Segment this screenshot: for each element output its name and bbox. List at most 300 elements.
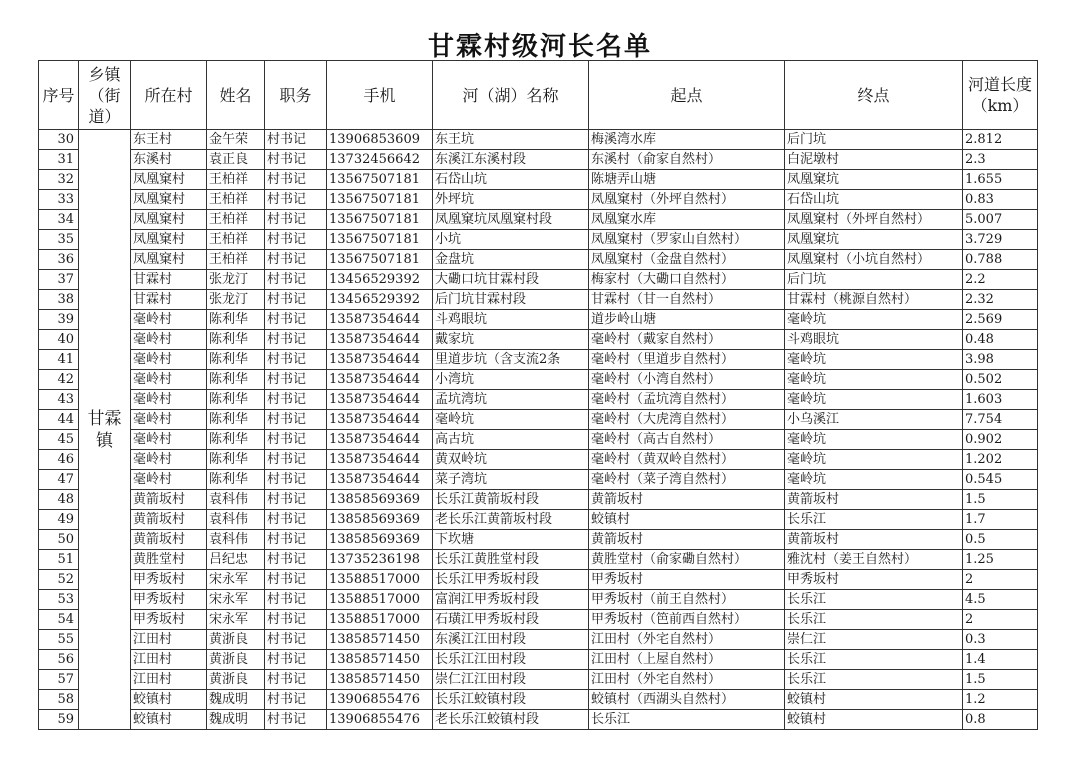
cell-start: 黄箭坂村	[589, 530, 785, 550]
table-row	[39, 610, 1038, 630]
cell-river: 高古坑	[433, 430, 589, 450]
cell-name: 袁科伟	[207, 490, 265, 510]
cell-start: 毫岭村（高古自然村）	[589, 430, 785, 450]
cell-length: 2	[963, 610, 1038, 630]
cell-no: 57	[39, 670, 79, 690]
cell-no: 54	[39, 610, 79, 630]
cell-phone: 13587354644	[327, 350, 433, 370]
cell-end: 长乐江	[785, 510, 963, 530]
cell-village: 凤凰窠村	[131, 230, 207, 250]
cell-duty: 村书记	[265, 650, 327, 670]
cell-river: 长乐江甲秀坂村段	[433, 570, 589, 590]
cell-village: 毫岭村	[131, 450, 207, 470]
cell-duty: 村书记	[265, 210, 327, 230]
cell-river: 小坑	[433, 230, 589, 250]
cell-no: 45	[39, 430, 79, 450]
cell-name: 王柏祥	[207, 210, 265, 230]
cell-phone: 13858569369	[327, 490, 433, 510]
cell-duty: 村书记	[265, 130, 327, 150]
cell-village: 黄箭坂村	[131, 510, 207, 530]
cell-end: 蛟镇村	[785, 690, 963, 710]
cell-river: 长乐江黄箭坂村段	[433, 490, 589, 510]
cell-start: 甘霖村（甘一自然村）	[589, 290, 785, 310]
cell-no: 46	[39, 450, 79, 470]
cell-length: 2	[963, 570, 1038, 590]
cell-name: 陈利华	[207, 390, 265, 410]
cell-start: 蛟镇村（西湖头自然村）	[589, 690, 785, 710]
cell-length: 0.48	[963, 330, 1038, 350]
cell-duty: 村书记	[265, 570, 327, 590]
cell-river: 小湾坑	[433, 370, 589, 390]
cell-end: 毫岭坑	[785, 370, 963, 390]
cell-name: 袁正良	[207, 150, 265, 170]
cell-end: 长乐江	[785, 590, 963, 610]
cell-no: 49	[39, 510, 79, 530]
cell-end: 毫岭坑	[785, 430, 963, 450]
cell-village: 黄胜堂村	[131, 550, 207, 570]
cell-end: 凤凰窠村（小坑自然村）	[785, 250, 963, 270]
cell-no: 56	[39, 650, 79, 670]
cell-phone: 13732456642	[327, 150, 433, 170]
cell-end: 毫岭坑	[785, 350, 963, 370]
cell-phone: 13587354644	[327, 430, 433, 450]
cell-length: 1.25	[963, 550, 1038, 570]
header-town: 乡镇（街道）	[79, 61, 131, 130]
cell-length: 1.5	[963, 490, 1038, 510]
cell-river: 外坪坑	[433, 190, 589, 210]
header-village: 所在村	[131, 61, 207, 130]
cell-phone: 13858571450	[327, 670, 433, 690]
cell-name: 张龙汀	[207, 270, 265, 290]
table-row	[39, 550, 1038, 570]
header-name: 姓名	[207, 61, 265, 130]
table-row	[39, 270, 1038, 290]
table-row	[39, 130, 1038, 150]
cell-start: 长乐江	[589, 710, 785, 730]
cell-phone: 13567507181	[327, 230, 433, 250]
cell-no: 42	[39, 370, 79, 390]
table-row	[39, 230, 1038, 250]
cell-end: 毫岭坑	[785, 390, 963, 410]
table-row	[39, 590, 1038, 610]
cell-duty: 村书记	[265, 290, 327, 310]
table-row	[39, 390, 1038, 410]
cell-duty: 村书记	[265, 270, 327, 290]
cell-duty: 村书记	[265, 510, 327, 530]
header-end: 终点	[785, 61, 963, 130]
cell-length: 2.2	[963, 270, 1038, 290]
cell-river: 东王坑	[433, 130, 589, 150]
cell-start: 江田村（外宅自然村）	[589, 630, 785, 650]
cell-no: 51	[39, 550, 79, 570]
cell-start: 蛟镇村	[589, 510, 785, 530]
cell-duty: 村书记	[265, 190, 327, 210]
cell-name: 陈利华	[207, 370, 265, 390]
cell-river: 长乐江江田村段	[433, 650, 589, 670]
cell-village: 甘霖村	[131, 270, 207, 290]
cell-phone: 13858571450	[327, 650, 433, 670]
cell-length: 2.569	[963, 310, 1038, 330]
cell-phone: 13906855476	[327, 710, 433, 730]
cell-duty: 村书记	[265, 550, 327, 570]
cell-length: 2.32	[963, 290, 1038, 310]
cell-end: 甘霖村（桃源自然村）	[785, 290, 963, 310]
cell-end: 毫岭坑	[785, 450, 963, 470]
cell-length: 1.603	[963, 390, 1038, 410]
header-river: 河（湖）名称	[433, 61, 589, 130]
cell-phone: 13567507181	[327, 210, 433, 230]
cell-river: 后门坑甘霖村段	[433, 290, 589, 310]
cell-river: 大磡口坑甘霖村段	[433, 270, 589, 290]
cell-duty: 村书记	[265, 390, 327, 410]
cell-length: 1.655	[963, 170, 1038, 190]
cell-name: 王柏祥	[207, 170, 265, 190]
cell-length: 0.5	[963, 530, 1038, 550]
cell-start: 黄箭坂村	[589, 490, 785, 510]
cell-river: 石璜江甲秀坂村段	[433, 610, 589, 630]
cell-no: 55	[39, 630, 79, 650]
header-row	[39, 61, 1038, 130]
cell-phone: 13735236198	[327, 550, 433, 570]
cell-phone: 13858569369	[327, 530, 433, 550]
cell-river: 凤凰窠坑凤凰窠村段	[433, 210, 589, 230]
cell-village: 江田村	[131, 650, 207, 670]
cell-length: 7.754	[963, 410, 1038, 430]
cell-phone: 13587354644	[327, 450, 433, 470]
cell-end: 后门坑	[785, 130, 963, 150]
cell-name: 陈利华	[207, 330, 265, 350]
cell-name: 王柏祥	[207, 190, 265, 210]
cell-no: 43	[39, 390, 79, 410]
table-row	[39, 510, 1038, 530]
table-row	[39, 450, 1038, 470]
cell-phone: 13588517000	[327, 570, 433, 590]
table-row	[39, 310, 1038, 330]
cell-river: 里道步坑（含支流2条	[433, 350, 589, 370]
cell-village: 甲秀坂村	[131, 590, 207, 610]
cell-duty: 村书记	[265, 170, 327, 190]
cell-river: 石岱山坑	[433, 170, 589, 190]
table-body	[39, 130, 1038, 730]
cell-duty: 村书记	[265, 530, 327, 550]
cell-phone: 13587354644	[327, 470, 433, 490]
cell-duty: 村书记	[265, 310, 327, 330]
cell-village: 凤凰窠村	[131, 210, 207, 230]
cell-name: 张龙汀	[207, 290, 265, 310]
cell-name: 陈利华	[207, 430, 265, 450]
cell-river: 毫岭坑	[433, 410, 589, 430]
cell-phone: 13587354644	[327, 330, 433, 350]
cell-phone: 13906853609	[327, 130, 433, 150]
cell-phone: 13456529392	[327, 270, 433, 290]
cell-length: 3.729	[963, 230, 1038, 250]
cell-end: 长乐江	[785, 670, 963, 690]
cell-phone: 13456529392	[327, 290, 433, 310]
cell-end: 石岱山坑	[785, 190, 963, 210]
cell-end: 后门坑	[785, 270, 963, 290]
cell-no: 44	[39, 410, 79, 430]
cell-start: 毫岭村（菜子湾自然村）	[589, 470, 785, 490]
table-row	[39, 470, 1038, 490]
cell-duty: 村书记	[265, 450, 327, 470]
cell-length: 0.545	[963, 470, 1038, 490]
cell-name: 魏成明	[207, 710, 265, 730]
header-duty: 职务	[265, 61, 327, 130]
cell-end: 雅沈村（姜王自然村）	[785, 550, 963, 570]
cell-start: 甲秀坂村（前王自然村）	[589, 590, 785, 610]
cell-length: 5.007	[963, 210, 1038, 230]
cell-start: 江田村（上屋自然村）	[589, 650, 785, 670]
cell-name: 黄浙良	[207, 650, 265, 670]
cell-river: 老长乐江黄箭坂村段	[433, 510, 589, 530]
cell-start: 毫岭村（里道步自然村）	[589, 350, 785, 370]
cell-end: 凤凰窠村（外坪自然村）	[785, 210, 963, 230]
cell-no: 53	[39, 590, 79, 610]
cell-no: 38	[39, 290, 79, 310]
cell-phone: 13588517000	[327, 610, 433, 630]
cell-name: 宋永军	[207, 570, 265, 590]
cell-village: 凤凰窠村	[131, 190, 207, 210]
cell-village: 蛟镇村	[131, 710, 207, 730]
cell-duty: 村书记	[265, 370, 327, 390]
cell-name: 黄浙良	[207, 670, 265, 690]
cell-village: 黄箭坂村	[131, 490, 207, 510]
cell-no: 40	[39, 330, 79, 350]
cell-village: 毫岭村	[131, 330, 207, 350]
cell-name: 陈利华	[207, 310, 265, 330]
cell-village: 东王村	[131, 130, 207, 150]
cell-village: 凤凰窠村	[131, 250, 207, 270]
cell-village: 黄箭坂村	[131, 530, 207, 550]
cell-name: 王柏祥	[207, 230, 265, 250]
table-row	[39, 290, 1038, 310]
cell-name: 袁科伟	[207, 530, 265, 550]
cell-duty: 村书记	[265, 410, 327, 430]
cell-village: 甲秀坂村	[131, 570, 207, 590]
cell-river: 孟坑湾坑	[433, 390, 589, 410]
cell-length: 1.202	[963, 450, 1038, 470]
cell-river: 长乐江黄胜堂村段	[433, 550, 589, 570]
cell-end: 凤凰窠坑	[785, 230, 963, 250]
cell-duty: 村书记	[265, 710, 327, 730]
cell-river: 东溪江东溪村段	[433, 150, 589, 170]
cell-no: 31	[39, 150, 79, 170]
cell-duty: 村书记	[265, 490, 327, 510]
table-row	[39, 150, 1038, 170]
cell-phone: 13587354644	[327, 410, 433, 430]
cell-village: 凤凰窠村	[131, 170, 207, 190]
cell-no: 34	[39, 210, 79, 230]
cell-town: 甘霖镇	[79, 130, 131, 730]
cell-length: 3.98	[963, 350, 1038, 370]
cell-length: 0.902	[963, 430, 1038, 450]
cell-start: 道步岭山塘	[589, 310, 785, 330]
cell-start: 凤凰窠村（罗家山自然村）	[589, 230, 785, 250]
cell-village: 蛟镇村	[131, 690, 207, 710]
river-chief-table	[38, 60, 1038, 730]
table-row	[39, 650, 1038, 670]
cell-village: 毫岭村	[131, 310, 207, 330]
cell-no: 41	[39, 350, 79, 370]
cell-river: 富润江甲秀坂村段	[433, 590, 589, 610]
cell-length: 0.502	[963, 370, 1038, 390]
cell-duty: 村书记	[265, 610, 327, 630]
cell-start: 梅家村（大磡口自然村）	[589, 270, 785, 290]
cell-name: 陈利华	[207, 410, 265, 430]
cell-river: 崇仁江江田村段	[433, 670, 589, 690]
cell-river: 长乐江蛟镇村段	[433, 690, 589, 710]
table-row	[39, 250, 1038, 270]
cell-village: 毫岭村	[131, 370, 207, 390]
header-phone: 手机	[327, 61, 433, 130]
table-row	[39, 190, 1038, 210]
cell-river: 戴家坑	[433, 330, 589, 350]
cell-duty: 村书记	[265, 690, 327, 710]
cell-duty: 村书记	[265, 470, 327, 490]
cell-village: 江田村	[131, 670, 207, 690]
cell-end: 蛟镇村	[785, 710, 963, 730]
cell-no: 30	[39, 130, 79, 150]
header-start: 起点	[589, 61, 785, 130]
cell-village: 甘霖村	[131, 290, 207, 310]
cell-start: 甲秀坂村	[589, 570, 785, 590]
cell-phone: 13858571450	[327, 630, 433, 650]
cell-start: 甲秀坂村（笆前西自然村）	[589, 610, 785, 630]
cell-length: 0.8	[963, 710, 1038, 730]
cell-end: 黄箭坂村	[785, 530, 963, 550]
table-row	[39, 690, 1038, 710]
cell-start: 陈塘弄山塘	[589, 170, 785, 190]
cell-village: 毫岭村	[131, 350, 207, 370]
cell-name: 陈利华	[207, 350, 265, 370]
header-length: 河道长度（km）	[963, 61, 1038, 130]
table-row	[39, 490, 1038, 510]
cell-duty: 村书记	[265, 350, 327, 370]
cell-no: 36	[39, 250, 79, 270]
cell-river: 菜子湾坑	[433, 470, 589, 490]
cell-start: 梅溪湾水库	[589, 130, 785, 150]
cell-length: 1.2	[963, 690, 1038, 710]
cell-river: 下坎塘	[433, 530, 589, 550]
cell-no: 48	[39, 490, 79, 510]
cell-no: 52	[39, 570, 79, 590]
cell-no: 33	[39, 190, 79, 210]
cell-river: 东溪江江田村段	[433, 630, 589, 650]
cell-end: 凤凰窠坑	[785, 170, 963, 190]
table-row	[39, 570, 1038, 590]
cell-no: 32	[39, 170, 79, 190]
cell-phone: 13587354644	[327, 370, 433, 390]
cell-river: 黄双岭坑	[433, 450, 589, 470]
cell-start: 毫岭村（小湾自然村）	[589, 370, 785, 390]
cell-start: 江田村（外宅自然村）	[589, 670, 785, 690]
cell-phone: 13588517000	[327, 590, 433, 610]
cell-river: 斗鸡眼坑	[433, 310, 589, 330]
table-row	[39, 670, 1038, 690]
cell-duty: 村书记	[265, 590, 327, 610]
cell-name: 宋永军	[207, 610, 265, 630]
cell-name: 陈利华	[207, 450, 265, 470]
cell-name: 袁科伟	[207, 510, 265, 530]
cell-name: 王柏祥	[207, 250, 265, 270]
cell-river: 金盘坑	[433, 250, 589, 270]
cell-end: 甲秀坂村	[785, 570, 963, 590]
cell-end: 毫岭坑	[785, 470, 963, 490]
cell-duty: 村书记	[265, 230, 327, 250]
cell-village: 江田村	[131, 630, 207, 650]
document-title: 甘霖村级河长名单	[427, 32, 652, 62]
cell-duty: 村书记	[265, 330, 327, 350]
cell-start: 毫岭村（大虎湾自然村）	[589, 410, 785, 430]
cell-name: 魏成明	[207, 690, 265, 710]
cell-length: 4.5	[963, 590, 1038, 610]
cell-phone: 13567507181	[327, 250, 433, 270]
table-row	[39, 530, 1038, 550]
cell-name: 陈利华	[207, 470, 265, 490]
cell-phone: 13906855476	[327, 690, 433, 710]
cell-length: 1.7	[963, 510, 1038, 530]
cell-duty: 村书记	[265, 670, 327, 690]
table-row	[39, 410, 1038, 430]
cell-length: 1.5	[963, 670, 1038, 690]
table-row	[39, 430, 1038, 450]
cell-phone: 13587354644	[327, 390, 433, 410]
cell-name: 吕纪忠	[207, 550, 265, 570]
table-row	[39, 370, 1038, 390]
table-row	[39, 710, 1038, 730]
cell-end: 斗鸡眼坑	[785, 330, 963, 350]
cell-duty: 村书记	[265, 150, 327, 170]
table-row	[39, 210, 1038, 230]
cell-duty: 村书记	[265, 250, 327, 270]
cell-start: 毫岭村（孟坑湾自然村）	[589, 390, 785, 410]
cell-end: 崇仁江	[785, 630, 963, 650]
cell-village: 毫岭村	[131, 430, 207, 450]
cell-end: 毫岭坑	[785, 310, 963, 330]
table-row	[39, 350, 1038, 370]
table-row	[39, 630, 1038, 650]
table-row	[39, 330, 1038, 350]
cell-phone: 13587354644	[327, 310, 433, 330]
cell-village: 毫岭村	[131, 470, 207, 490]
cell-end: 长乐江	[785, 650, 963, 670]
cell-start: 毫岭村（黄双岭自然村）	[589, 450, 785, 470]
cell-village: 毫岭村	[131, 410, 207, 430]
cell-no: 50	[39, 530, 79, 550]
cell-river: 老长乐江蛟镇村段	[433, 710, 589, 730]
cell-village: 东溪村	[131, 150, 207, 170]
cell-phone: 13567507181	[327, 190, 433, 210]
cell-no: 47	[39, 470, 79, 490]
cell-start: 凤凰窠村（金盘自然村）	[589, 250, 785, 270]
cell-length: 0.3	[963, 630, 1038, 650]
cell-phone: 13858569369	[327, 510, 433, 530]
cell-village: 毫岭村	[131, 390, 207, 410]
cell-no: 59	[39, 710, 79, 730]
cell-name: 金午荣	[207, 130, 265, 150]
cell-start: 黄胜堂村（俞家磡自然村）	[589, 550, 785, 570]
cell-length: 2.3	[963, 150, 1038, 170]
cell-phone: 13567507181	[327, 170, 433, 190]
cell-start: 凤凰窠村（外坪自然村）	[589, 190, 785, 210]
cell-name: 黄浙良	[207, 630, 265, 650]
cell-length: 2.812	[963, 130, 1038, 150]
cell-start: 毫岭村（戴家自然村）	[589, 330, 785, 350]
header-no: 序号	[39, 61, 79, 130]
cell-no: 37	[39, 270, 79, 290]
cell-start: 凤凰窠水库	[589, 210, 785, 230]
table-row	[39, 170, 1038, 190]
